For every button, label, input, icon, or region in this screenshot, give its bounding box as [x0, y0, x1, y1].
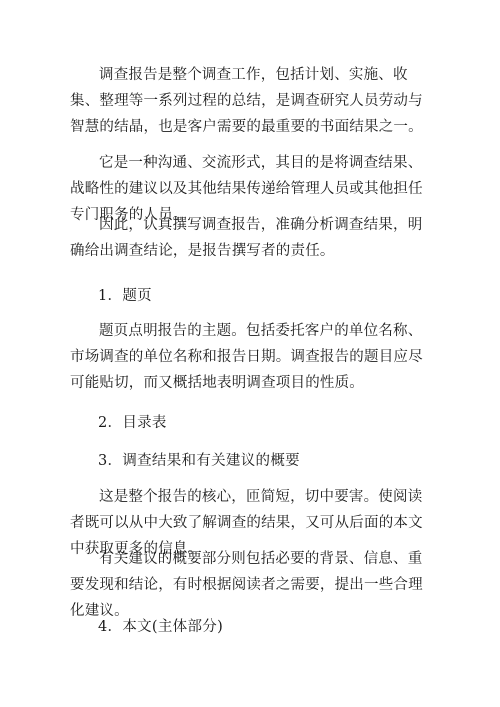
paragraph-purpose: 它是一种沟通、交流形式，其目的是将调查结果、战略性的建议以及其他结果传递给管理人员或其他担任专门职务的人员。: [70, 155, 423, 223]
heading-title-page: 1．题页: [98, 288, 152, 304]
heading-table-of-contents: 2．目录表: [98, 415, 167, 431]
heading-main-body: 4．本文(主体部分): [98, 619, 224, 635]
heading-summary: 3．调查结果和有关建议的概要: [98, 453, 300, 469]
paragraph-responsibility: 因此，认真撰写调查报告，准确分析调查结果，明确给出调查结论，是报告撰写者的责任。: [70, 217, 423, 259]
paragraph-summary-core: 这是整个报告的核心，匝简短，切中要害。使阅读者既可以从中大致了解调查的结果，又可从后面的本文中获取更多的信息。: [70, 489, 423, 557]
paragraph-intro: 调查报告是整个调查工作，包括计划、实施、收集、整理等一系列过程的总结，是调查研究人员劳动与智慧的结晶，也是客户需要的最重要的书面结果之一。: [70, 67, 423, 135]
paragraph-title-page: 题页点明报告的主题。包括委托客户的单位名称、市场调查的单位名称和报告日期。调查报告的题目应尽可能贴切，而又概括地表明调查项目的性质。: [70, 323, 423, 391]
paragraph-summary-suggestions: 有关建议的概要部分则包括必要的背景、信息、重要发现和结论，有时根据阅读者之需要，提出一些合理化建议。: [70, 551, 423, 619]
